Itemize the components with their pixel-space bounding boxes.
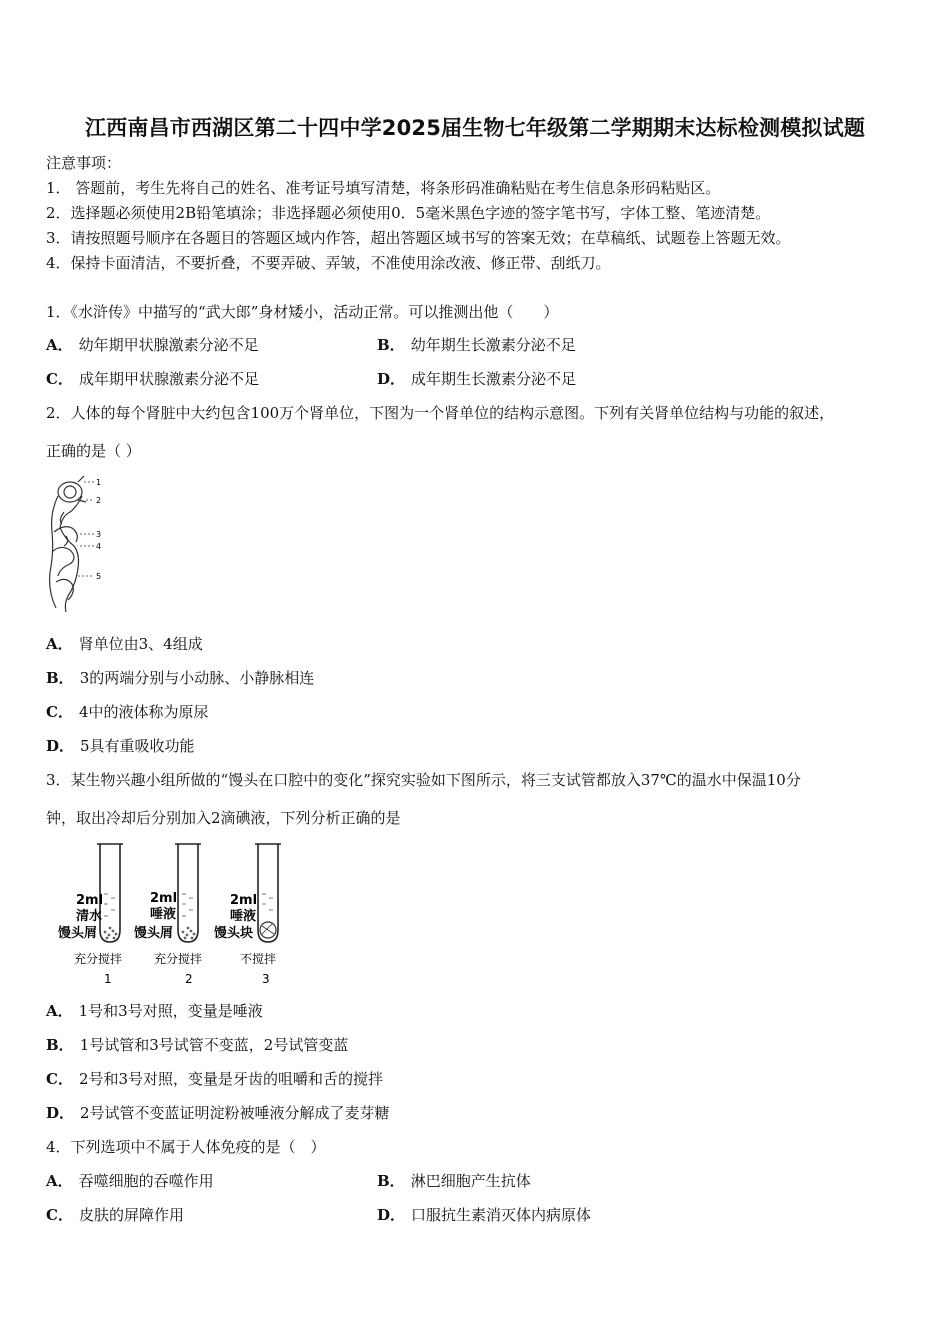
notice-item: 2．选择题必须使用2B铅笔填涂；非选择题必须使用0．5毫米黑色字迹的签字笔书写，字体工整、笔迹清楚。 bbox=[46, 204, 771, 222]
question-2-option-a[interactable] bbox=[46, 633, 203, 654]
tube-2-sample: 馒头屑 bbox=[134, 926, 174, 941]
notice-item: 1． 答题前，考生先将自己的姓名、准考证号填写清楚，将条形码准确粘贴在考生信息条形码粘贴区。 bbox=[46, 179, 721, 197]
question-1-option-a[interactable] bbox=[46, 334, 259, 355]
option-label: A． bbox=[46, 336, 73, 354]
option-label: B． bbox=[46, 1036, 74, 1054]
tube-1-caption: 充分搅拌 bbox=[74, 952, 123, 966]
tube-1-number: 1 bbox=[104, 972, 112, 986]
question-4-stem: 4．下列选项中不属于人体免疫的是（ ） bbox=[46, 1138, 326, 1156]
diagram-label-1: 1 bbox=[96, 478, 102, 487]
question-2-option-c[interactable] bbox=[46, 701, 209, 722]
question-2-stem-line2: 正确的是（ ） bbox=[46, 442, 141, 460]
question-3-stem-line2: 钟，取出冷却后分别加入2滴碘液，下列分析正确的是 bbox=[46, 809, 401, 827]
option-text: 4中的液体称为原尿 bbox=[78, 703, 209, 721]
option-text: 口服抗生素消灭体内病原体 bbox=[411, 1206, 592, 1224]
tube-3-number: 3 bbox=[262, 972, 270, 986]
option-text: 幼年期甲状腺激素分泌不足 bbox=[78, 336, 259, 354]
option-label: D． bbox=[377, 370, 406, 388]
option-label: A． bbox=[46, 1002, 73, 1020]
question-3-option-b[interactable] bbox=[46, 1034, 348, 1055]
option-text: 淋巴细胞产生抗体 bbox=[410, 1172, 531, 1190]
option-label: C． bbox=[46, 1070, 73, 1088]
option-label: C． bbox=[46, 1206, 73, 1224]
option-text: 成年期甲状腺激素分泌不足 bbox=[78, 370, 259, 388]
option-label: C． bbox=[46, 703, 73, 721]
diagram-label-5: 5 bbox=[96, 572, 102, 581]
option-label: D． bbox=[46, 1104, 75, 1122]
option-text: 2号和3号对照，变量是牙齿的咀嚼和舌的搅拌 bbox=[78, 1070, 384, 1088]
diagram-label-4: 4 bbox=[96, 542, 102, 551]
option-label: C． bbox=[46, 370, 73, 388]
option-label: A． bbox=[46, 1172, 73, 1190]
notice-heading: 注意事项： bbox=[46, 154, 122, 172]
option-label: D． bbox=[46, 737, 75, 755]
test-tube-3 bbox=[255, 844, 281, 942]
question-4-option-b[interactable] bbox=[377, 1170, 531, 1191]
option-text: 2号试管不变蓝证明淀粉被唾液分解成了麦芽糖 bbox=[80, 1104, 390, 1122]
question-3-option-c[interactable] bbox=[46, 1068, 383, 1089]
question-3-stem-line1: 3．某生物兴趣小组所做的“馒头在口腔中的变化”探究实验如下图所示，将三支试管都放入37℃的温水中保温10分 bbox=[46, 771, 801, 789]
question-2-stem-line1: 2．人体的每个肾脏中大约包含100万个肾单位，下图为一个肾单位的结构示意图。下列有关肾单位结构与功能的叙述， bbox=[46, 404, 835, 422]
option-label: B． bbox=[46, 669, 74, 687]
option-text: 1号试管和3号试管不变蓝，2号试管变蓝 bbox=[79, 1036, 349, 1054]
nephron-diagram bbox=[40, 472, 110, 620]
option-text: 5具有重吸收功能 bbox=[80, 737, 195, 755]
option-text: 3的两端分别与小动脉、小静脉相连 bbox=[79, 669, 315, 687]
question-1-option-d[interactable] bbox=[377, 368, 576, 389]
test-tubes-figure bbox=[54, 838, 294, 990]
tube-2-caption: 充分搅拌 bbox=[154, 952, 203, 966]
option-text: 幼年期生长激素分泌不足 bbox=[410, 336, 576, 354]
option-label: D． bbox=[377, 1206, 406, 1224]
question-1-option-c[interactable] bbox=[46, 368, 259, 389]
question-3-option-d[interactable] bbox=[46, 1102, 390, 1123]
tube-1-liquid: 清水 bbox=[76, 909, 103, 924]
question-1-stem: 1．《水浒传》中描写的“武大郎”身材矮小，活动正常。可以推测出他（ ） bbox=[46, 303, 559, 321]
test-tube-2 bbox=[175, 844, 201, 942]
question-2-option-b[interactable] bbox=[46, 667, 314, 688]
option-label: B． bbox=[377, 1172, 405, 1190]
diagram-label-2: 2 bbox=[96, 496, 102, 505]
option-text: 皮肤的屏障作用 bbox=[78, 1206, 184, 1224]
option-label: B． bbox=[377, 336, 405, 354]
tube-3-volume: 2ml bbox=[230, 893, 258, 908]
option-text: 肾单位由3、4组成 bbox=[78, 635, 203, 653]
notice-item: 4．保持卡面清洁，不要折叠，不要弄破、弄皱，不准使用涂改液、修正带、刮纸刀。 bbox=[46, 254, 611, 272]
notice-item: 3．请按照题号顺序在各题目的答题区域内作答，超出答题区域书写的答案无效；在草稿纸、试题卷上答题无效。 bbox=[46, 229, 791, 247]
tube-2-volume: 2ml bbox=[150, 891, 178, 906]
question-3-option-a[interactable] bbox=[46, 1000, 263, 1021]
option-label: A． bbox=[46, 635, 73, 653]
question-1-option-b[interactable] bbox=[377, 334, 576, 355]
tube-2-liquid: 唾液 bbox=[150, 907, 177, 922]
question-4-option-a[interactable] bbox=[46, 1170, 214, 1191]
diagram-label-3: 3 bbox=[96, 530, 102, 539]
question-4-option-d[interactable] bbox=[377, 1204, 591, 1225]
tube-2-number: 2 bbox=[185, 972, 193, 986]
tube-3-liquid: 唾液 bbox=[230, 909, 257, 924]
tube-3-caption: 不搅拌 bbox=[240, 952, 277, 966]
question-2-option-d[interactable] bbox=[46, 735, 195, 756]
page-title: 江西南昌市西湖区第二十四中学2025届生物七年级第二学期期末达标检测模拟试题 bbox=[84, 116, 866, 140]
tube-3-sample: 馒头块 bbox=[214, 926, 254, 941]
option-text: 1号和3号对照，变量是唾液 bbox=[78, 1002, 263, 1020]
question-4-option-c[interactable] bbox=[46, 1204, 184, 1225]
option-text: 吞噬细胞的吞噬作用 bbox=[78, 1172, 214, 1190]
option-text: 成年期生长激素分泌不足 bbox=[411, 370, 577, 388]
tube-1-volume: 2ml bbox=[76, 893, 104, 908]
tube-1-sample: 馒头屑 bbox=[58, 926, 98, 941]
